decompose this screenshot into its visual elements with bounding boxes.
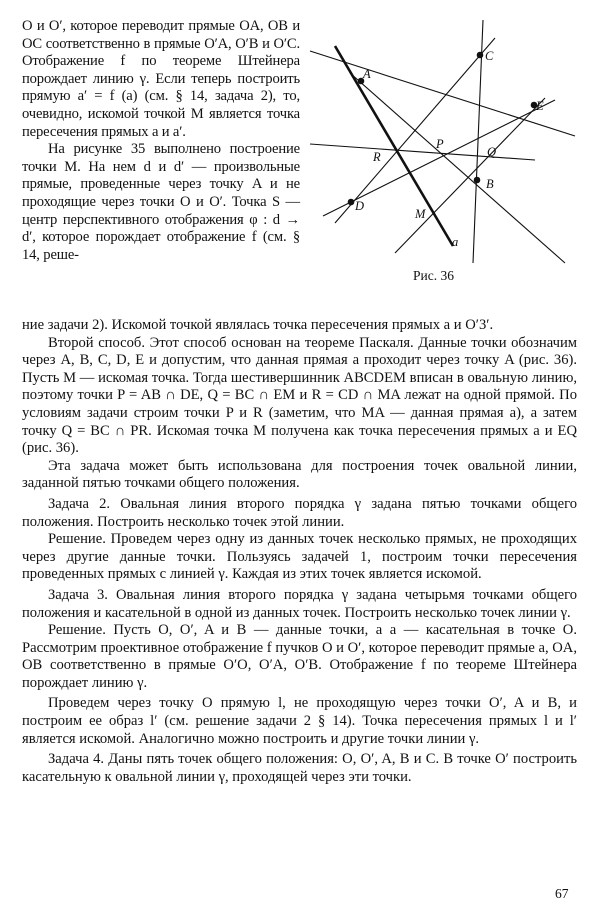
label-d: D (355, 199, 365, 213)
label-q: Q (487, 145, 497, 159)
main-text (22, 317, 577, 786)
paragraph: Задача 2. Овальная линия второго порядка γ задана пятью точками общего положения. Построить несколько точек этой линии. (22, 495, 577, 530)
label-a: A (363, 67, 371, 81)
line-eq (395, 98, 545, 253)
label-line-a: a (452, 235, 459, 249)
point-b (474, 177, 481, 184)
paragraph: O и O′, которое переводит прямые OA, OB и OC соответственно в прямые O′A, O′B и O′C. Отображение f по теореме Штейнера порождает линию γ. Если теперь построить прямую a′ = f (a) (см. § 14, задача 2), то, очевидно, искомой точкой M является точка пересечения прямых a и a′. (22, 18, 300, 140)
paragraph: На рисунке 35 выполнено построение точки M. На нем d и d′ — произвольные прямые, проведенные через точку A и не проходящие через точки O и O′. Точка S — центр перспективного отображения φ : d → d′, которое порождает отображение f (см. § 14, реше- (22, 141, 300, 263)
line-ae (310, 51, 575, 136)
label-r: R (373, 150, 381, 164)
label-c: C (485, 49, 494, 63)
line-pascal (310, 144, 535, 160)
paragraph: Решение. Проведем через одну из данных точек несколько прямых, не проходящих через другие данные точки. Пользуясь задачей 1, построим точки пересечения проведенных прямых с линией γ. Каждая из этих точек является искомой. (22, 531, 577, 583)
left-column-text (22, 18, 300, 264)
point-d (348, 199, 355, 206)
paragraph: ние задачи 2). Искомой точкой являлась точка пересечения прямых a и O′3′. (22, 317, 494, 333)
figure-caption: Рис. 36 (413, 268, 454, 283)
point-c (477, 52, 484, 59)
page-number: 67 (555, 886, 569, 901)
paragraph: Задача 3. Овальная линия второго порядка γ задана четырьмя точками общего положения и касательной в одной из данных точек. Построить несколько точек линии γ. (22, 586, 577, 621)
paragraph: Задача 4. Даны пять точек общего положения: O, O′, A, B и C. В точке O′ построить касательную к овальной линии γ, проходящей через эти точки. (22, 751, 577, 785)
figure-36 (305, 18, 590, 290)
paragraph: Эта задача может быть использована для построения точек овальной линии, заданной пятью точками общего положения. (22, 457, 577, 492)
label-e: E (536, 99, 544, 113)
label-b: B (486, 177, 494, 191)
label-p: P (436, 137, 444, 151)
paragraph: Решение. Пусть O, O′, A и B — данные точки, а a — касательная в точке O. Рассмотрим проективное отображение f пучков O и O′, которое переводит прямые a, OA, OB соответственно в прямые O′O, O′A, O′B. Отображение f по теореме Штейнера порождает линию γ. (22, 622, 577, 691)
pascal-construction-diagram (305, 18, 590, 290)
label-m: M (415, 207, 426, 221)
paragraph: Второй способ. Этот способ основан на теореме Паскаля. Данные точки обозначим через A, B, C, D, E и допустим, что данная прямая a проходит через точку A (рис. 36). Пусть M — искомая точка. Тогда шестивершинник ABCDEM вписан в овальную линию, поэтому точки P = AB ∩ DE, Q = BC ∩ EM и R = CD ∩ MA лежат на одной прямой. По условиям задачи строим точки P и R (заметим, что MA — данная прямая a), а затем точку Q = BC ∩ PR. Искомая точка M получена как точка пересечения прямых a и EQ (рис. 36). (22, 334, 577, 457)
paragraph: Проведем через точку O прямую l, не проходящую через точки O′, A и B, и построим ее образ l′ (см. решение задачи 2 § 14). Точка пересечения прямых l и l′ является искомой. Аналогично можно построить и другие точки линии γ. (22, 695, 577, 747)
